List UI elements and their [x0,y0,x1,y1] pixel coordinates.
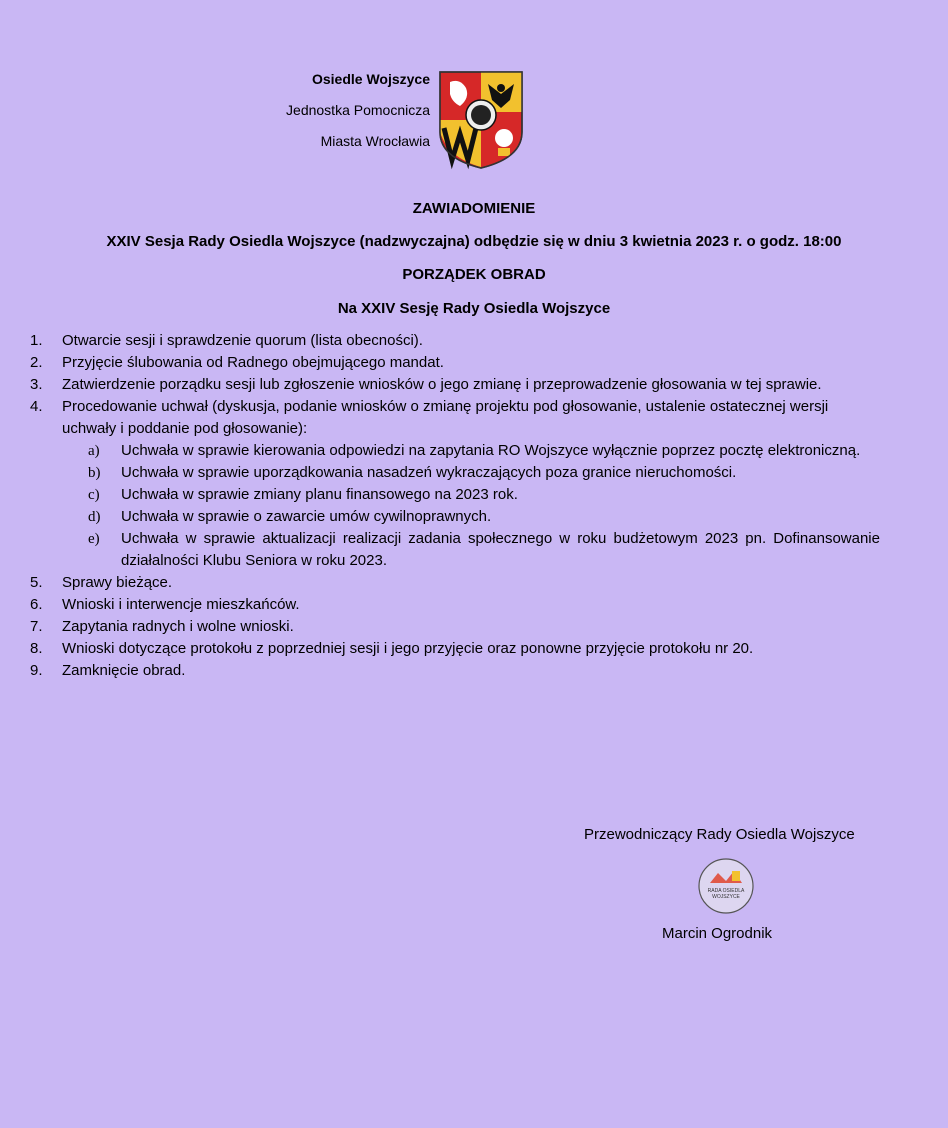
item-text: Zatwierdzenie porządku sesji lub zgłoszenie wniosków o jego zmianę i przeprowadzenie głosowania w tej sprawie. [62,376,822,393]
rada-osiedla-wojszyce-seal-icon [696,857,756,915]
agenda-subitem [88,484,880,506]
item-number: 7. [30,618,43,635]
agenda-item [30,374,880,396]
subitem-letter: a) [88,443,100,459]
agenda-subitem [88,506,880,528]
agenda-item [30,572,880,594]
subitem-text: Uchwała w sprawie zmiany planu finansowego na 2023 rok. [121,486,518,503]
item-number: 6. [30,596,43,613]
agenda-subitem [88,528,880,572]
agenda-list [30,330,880,682]
issuer-name: Osiedle Wojszyce [311,71,430,87]
item-number: 5. [30,574,43,591]
subitem-letter: e) [88,531,100,547]
item-text: Sprawy bieżące. [62,574,173,591]
session-line: XXIV Sesja Rady Osiedla Wojszyce (nadzwyczajna) odbędzie się w dniu 3 kwietnia 2023 r. o godz. 18:00 [106,233,842,250]
item-text: Procedowanie uchwał (dyskusja, podanie wniosków o zmianę projektu pod głosowanie, ustalenie ostatecznej wersji uchwały i poddanie pod głosowanie): [62,398,829,437]
item-text: Wnioski i interwencje mieszkańców. [62,596,300,613]
notice-title: ZAWIADOMIENIE [412,200,536,217]
item-number: 1. [30,332,43,349]
item-number: 3. [30,376,43,393]
agenda-subitem [88,462,880,484]
issuer-unit: Jednostka Pomocnicza [286,102,430,118]
item-text: Otwarcie sesji i sprawdzenie quorum (lista obecności). [62,332,423,349]
seal-text: WOJSZYCE [712,894,740,900]
item-number: 8. [30,640,43,657]
subitem-letter: d) [88,509,101,525]
item-text: Zamknięcie obrad. [62,662,186,679]
agenda-item [30,616,880,638]
agenda-item [30,396,880,440]
agenda-item [30,594,880,616]
subitem-letter: b) [88,465,101,481]
item-number: 4. [30,398,43,415]
subitem-letter: c) [88,487,100,503]
seal-text: RADA OSIEDLA [707,888,745,894]
item-text: Zapytania radnych i wolne wnioski. [62,618,294,635]
subitem-text: Uchwała w sprawie kierowania odpowiedzi na zapytania RO Wojszyce wyłącznie poprzez pocztę elektroniczną. [121,442,861,459]
signatory-title: Przewodniczący Rady Osiedla Wojszyce [584,826,855,843]
subitem-text: Uchwała w sprawie aktualizacji realizacji zadania społecznego w roku budżetowym 2023 pn. Dofinansowanie działalności Klubu Seniora w roku 2023. [121,530,880,569]
item-text: Wnioski dotyczące protokołu z poprzedniej sesji i jego przyjęcie oraz ponowne przyjęcie protokołu nr 20. [62,640,754,657]
agenda-item [30,638,880,660]
issuer-city: Miasta Wrocławia [320,133,430,149]
subitem-text: Uchwała w sprawie uporządkowania nasadzeń wykraczających poza granice nieruchomości. [121,464,737,481]
agenda-subitem [88,440,880,462]
signatory-name: Marcin Ogrodnik [662,925,773,942]
item-number: 9. [30,662,43,679]
subitem-text: Uchwała w sprawie o zawarcie umów cywilnoprawnych. [121,508,492,525]
agenda-item [30,352,880,374]
agenda-title: PORZĄDEK OBRAD [402,266,546,283]
issuer-header [0,64,430,157]
wroclaw-coat-of-arms-icon [438,70,524,170]
agenda-subtitle: Na XXIV Sesję Rady Osiedla Wojszyce [337,300,611,317]
agenda-item [30,660,880,682]
agenda-item [30,330,880,352]
item-number: 2. [30,354,43,371]
item-text: Przyjęcie ślubowania od Radnego obejmującego mandat. [62,354,444,371]
